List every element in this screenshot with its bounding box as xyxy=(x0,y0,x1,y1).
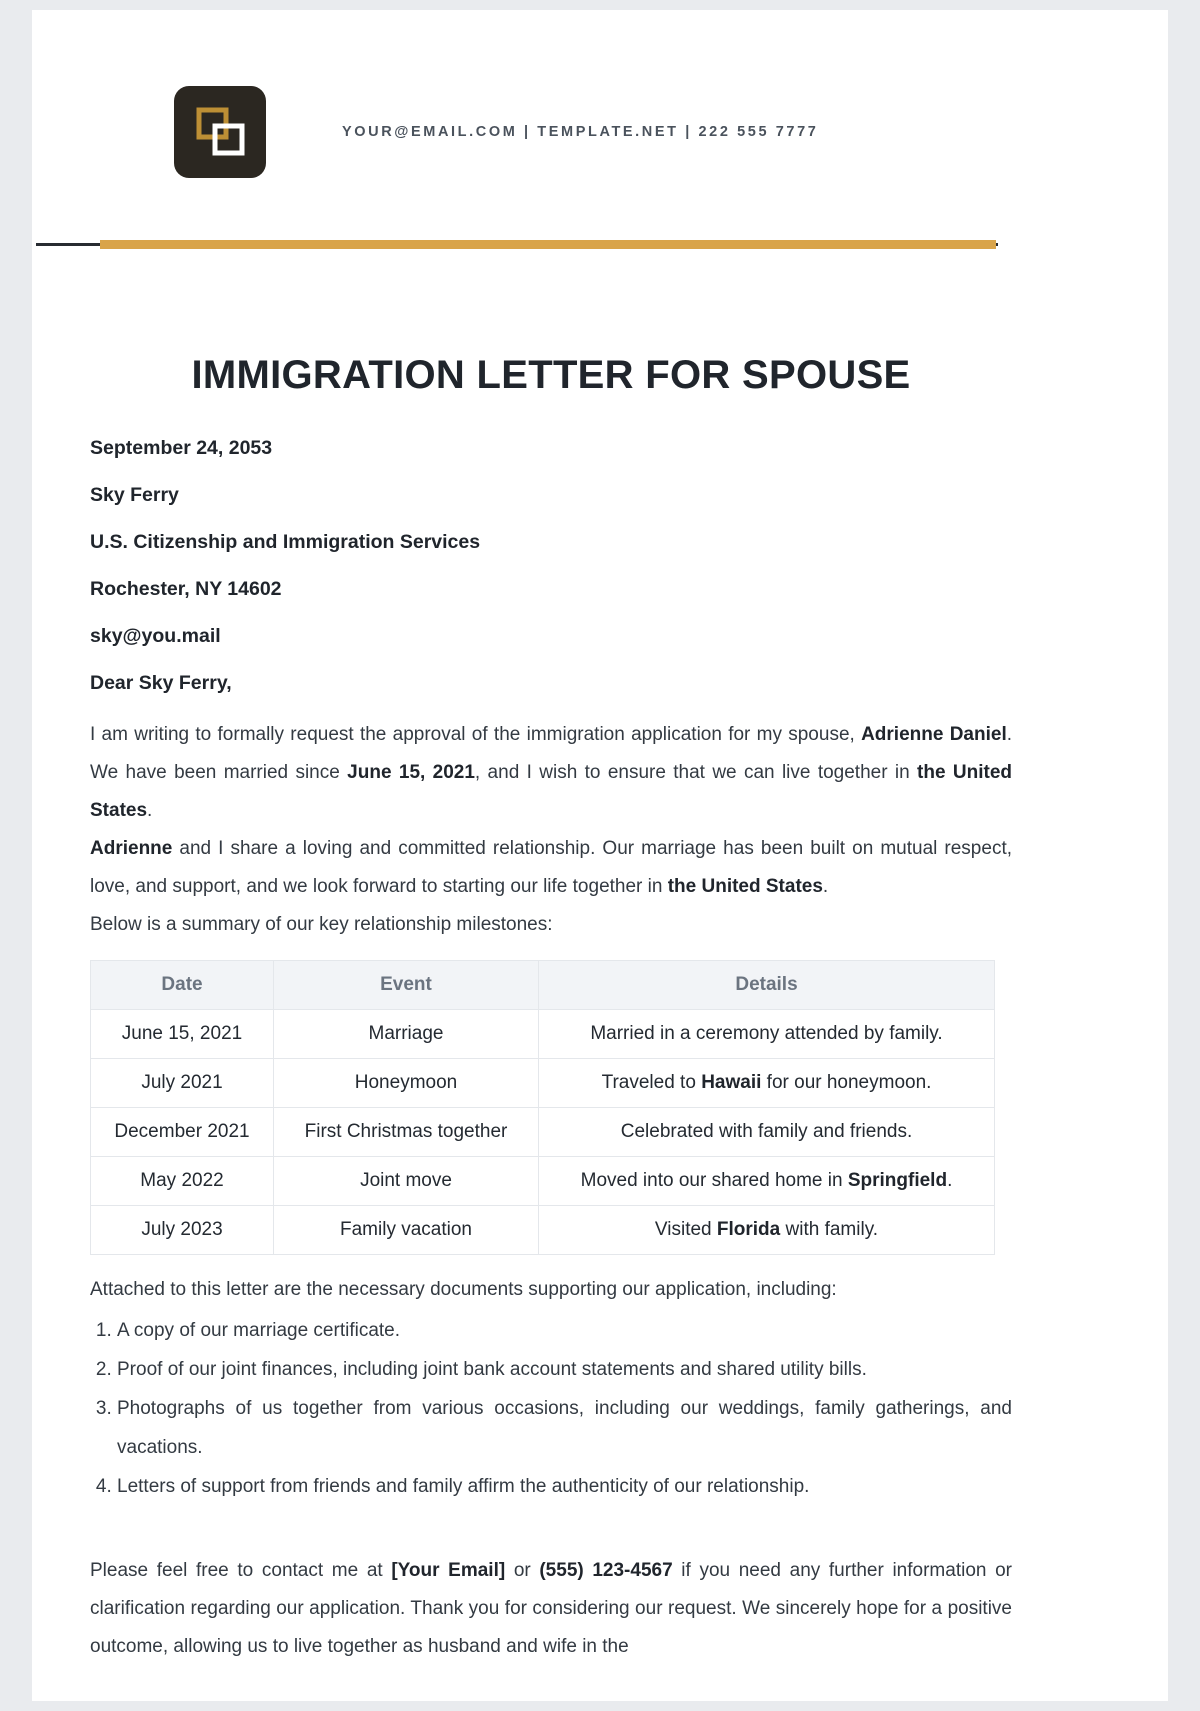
letter-body xyxy=(90,352,1012,1666)
letterhead xyxy=(174,10,1168,178)
attachments-list xyxy=(90,1311,1012,1506)
heading-line: U.S. Citizenship and Immigration Services xyxy=(90,531,481,553)
table-row xyxy=(91,1206,995,1255)
table-cell: Visited Florida with family. xyxy=(539,1206,995,1255)
table-cell: Joint move xyxy=(274,1157,539,1206)
header-divider xyxy=(32,236,1168,252)
heading-line: September 24, 2053 xyxy=(90,437,273,459)
attachment-item: 2. Proof of our joint finances, including joint bank account statements and shared utility bills. xyxy=(117,1350,1012,1389)
table-header-cell: Event xyxy=(274,961,539,1010)
table-cell: Honeymoon xyxy=(274,1059,539,1108)
table-cell: Traveled to Hawaii for our honeymoon. xyxy=(539,1059,995,1108)
table-cell: Marriage xyxy=(274,1010,539,1059)
table-header-cell: Date xyxy=(91,961,274,1010)
table-body xyxy=(91,1010,995,1255)
contact-line: YOUR@EMAIL.COM | TEMPLATE.NET | 222 555 7777 xyxy=(342,124,819,140)
document-page xyxy=(32,10,1168,1701)
milestones-lead: Below is a summary of our key relationship milestones: xyxy=(90,914,553,935)
divider-gold-bar xyxy=(100,240,996,249)
attachment-item: 3. Photographs of us together from various occasions, including our weddings, family gatherings, and vacations. xyxy=(117,1389,1012,1467)
table-cell: July 2023 xyxy=(91,1206,274,1255)
table-cell: Moved into our shared home in Springfield. xyxy=(539,1157,995,1206)
table-cell: First Christmas together xyxy=(274,1108,539,1157)
paragraph-request: I am writing to formally request the approval of the immigration application for my spouse, Adrienne Daniel. We have been married since June 15, 2021, and I wish to ensure that we can live together in the United States. xyxy=(90,724,1013,821)
table-cell: December 2021 xyxy=(91,1108,274,1157)
heading-line: Dear Sky Ferry, xyxy=(90,672,232,694)
page-title: IMMIGRATION LETTER FOR SPOUSE xyxy=(191,353,911,397)
attachment-item: 1. A copy of our marriage certificate. xyxy=(117,1311,1012,1350)
milestones-table xyxy=(90,960,995,1255)
table-row xyxy=(91,1108,995,1157)
closing-paragraph: Please feel free to contact me at [Your Email] or (555) 123-4567 if you need any further information or clarification regarding our application. Thank you for considering our request. We sincerely hope for a positive outcome, allowing us to live together as husband and wife in the xyxy=(90,1560,1012,1657)
table-cell: Celebrated with family and friends. xyxy=(539,1108,995,1157)
heading-line: Rochester, NY 14602 xyxy=(90,578,282,600)
table-cell: May 2022 xyxy=(91,1157,274,1206)
attachments-lead: Attached to this letter are the necessary documents supporting our application, including: xyxy=(90,1279,837,1300)
letter-heading-block xyxy=(90,434,1012,697)
table-header-row xyxy=(91,961,995,1010)
table-cell: Married in a ceremony attended by family. xyxy=(539,1010,995,1059)
table-header-cell: Details xyxy=(539,961,995,1010)
table-row xyxy=(91,1059,995,1108)
table-cell: Family vacation xyxy=(274,1206,539,1255)
overlapping-squares-logo-icon xyxy=(174,86,266,178)
heading-line: sky@you.mail xyxy=(90,625,221,647)
attachment-item: 4. Letters of support from friends and family affirm the authenticity of our relationship. xyxy=(117,1467,1012,1506)
table-cell: July 2021 xyxy=(91,1059,274,1108)
table-row xyxy=(91,1157,995,1206)
table-cell: June 15, 2021 xyxy=(91,1010,274,1059)
table-row xyxy=(91,1010,995,1059)
paragraph-relationship: Adrienne and I share a loving and committed relationship. Our marriage has been built on mutual respect, love, and support, and we look forward to starting our life together in the United States. xyxy=(90,838,1012,897)
heading-line: Sky Ferry xyxy=(90,484,179,506)
